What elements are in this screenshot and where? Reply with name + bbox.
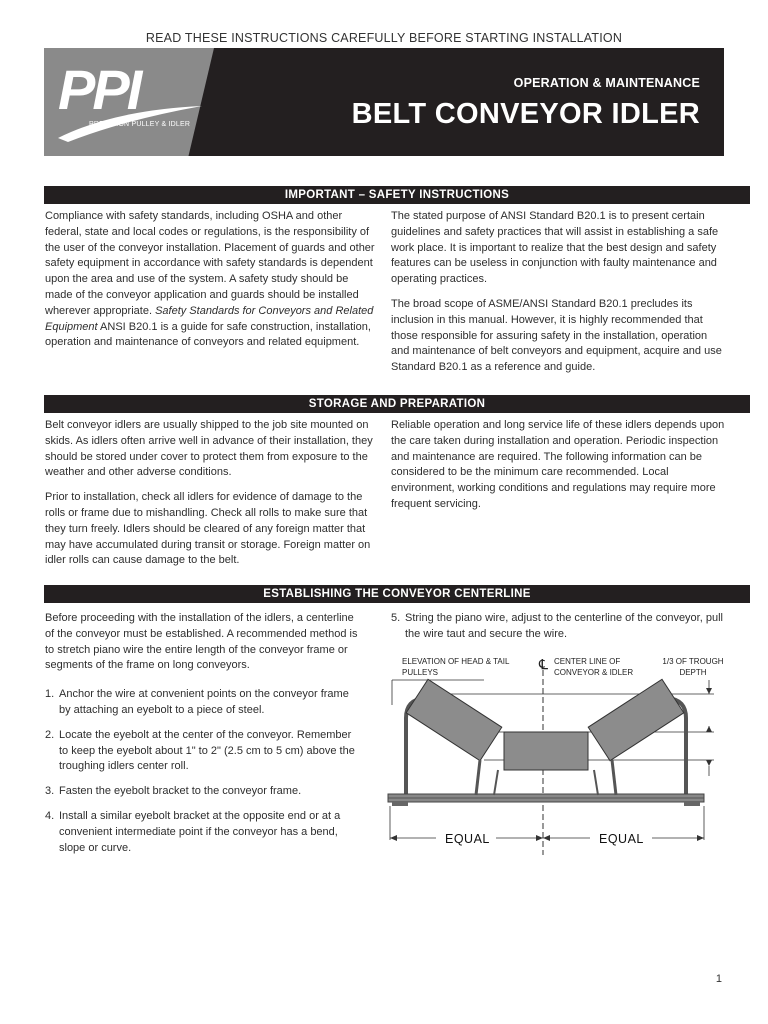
center-roll (504, 732, 588, 770)
safety-right-column (391, 209, 725, 385)
label-trough-depth: 1/3 OF TROUGH DEPTH (662, 657, 724, 677)
logo-subtitle: PRECISION PULLEY & IDLER (89, 121, 191, 128)
document-header (44, 48, 724, 156)
centerline-intro: Before proceeding with the installation of the idlers, a centerline of the conveyor must be established. A recommended method is to stretch piano wire the entire length of the conveyor frame or segments of the frame on long conveyors. (45, 612, 358, 672)
label-centerline: CENTER LINE OF CONVEYOR & IDLER (554, 657, 634, 677)
centerline-right-column (391, 611, 725, 652)
list-item (45, 809, 361, 856)
step-number: 2. (45, 728, 55, 741)
centerline-section-heading: ESTABLISHING THE CONVEYOR CENTERLINE (44, 585, 750, 603)
right-wing-roll (588, 679, 684, 760)
list-item (45, 687, 361, 719)
safety-text: ANSI B20.1 is a guide for safe construction, installation, operation and maintenance of conveyors and related equipment. (45, 320, 371, 349)
step-number: 5. (391, 612, 401, 624)
left-wing-roll (406, 679, 502, 760)
safety-text: Compliance with safety standards, including OSHA and other federal, state and local codes or regulations, is the responsibility of the user of the conveyor installation. Placement of guards and other safety equipment in accordance with safety standards is dependent upon the area and use of the system. A safety study should be made of the conveyor application and guards should be installed wherever appropriate. (45, 210, 375, 317)
centerline-left-column (45, 611, 361, 865)
centerline-symbol: ℄ (539, 656, 548, 672)
safety-paragraph: The stated purpose of ANSI Standard B20.1 is to present certain guidelines and safety practices that will assist in establishing a safe work place. It is important to realize that the best design and safety features can be useless in conjunction with faulty maintenance and operating practices. (391, 210, 719, 286)
step-number: 3. (45, 785, 55, 798)
logo: PPI (58, 58, 140, 121)
list-item (45, 784, 361, 800)
top-instruction-note: READ THESE INSTRUCTIONS CAREFULLY BEFORE STARTING INSTALLATION (145, 31, 623, 45)
label-elevation-pulleys: ELEVATION OF HEAD & TAIL PULLEYS (402, 657, 510, 677)
page-number: 1 (715, 973, 722, 985)
step-number: 1. (45, 688, 55, 701)
list-item (391, 611, 725, 643)
equal-label-right: EQUAL (599, 832, 644, 846)
standard-title: Safety Standards for Conveyors and Related Equipment (45, 304, 374, 333)
document-title: BELT CONVEYOR IDLER (351, 98, 700, 130)
step-number: 4. (45, 809, 55, 822)
step-text: Fasten the eyebolt bracket to the conveyor frame. (59, 785, 302, 798)
header-subtitle: OPERATION & MAINTENANCE (513, 76, 700, 90)
safety-paragraph: The broad scope of ASME/ANSI Standard B20.1 precludes its inclusion in this manual. However, it is highly recommended that those responsible for assuring safety in the installation, operation and maintenance of belt conveyors and equipment, acquire and use Standard B20.1 as a reference and guide. (391, 297, 722, 374)
idler-centerline-diagram (384, 650, 730, 870)
equal-label-left: EQUAL (445, 832, 490, 846)
installation-steps-continued (391, 611, 725, 643)
step-text: Locate the eyebolt at the center of the conveyor. Remember to keep the eyebolt about 1" to 2" (2.5 cm to 5 cm) above the troughing idlers center roll. (59, 728, 355, 773)
storage-paragraph: Reliable operation and long service life of these idlers depends upon the care taken during installation and operation. Periodic inspection and maintenance are required. The following information can be considered to be the minimum care recommended. Local environment, working conditions and regulations may require more frequent servicing. (391, 419, 725, 510)
storage-section-heading: STORAGE AND PREPARATION (44, 395, 750, 413)
safety-section-heading: IMPORTANT – SAFETY INSTRUCTIONS (44, 186, 750, 204)
storage-paragraph: Belt conveyor idlers are usually shipped to the job site mounted on skids. As idlers often arrive well in advance of their installation, they should be stored under cover to protect them from exposure to the weather and other adverse conditions. (45, 419, 373, 479)
installation-steps (45, 687, 361, 856)
storage-right-column (391, 418, 725, 522)
safety-left-column (45, 209, 377, 360)
safety-paragraph (45, 209, 377, 351)
step-text: Install a similar eyebolt bracket at the opposite end or at a convenient intermediate point if the conveyor has a bend, slope or curve. (59, 809, 341, 854)
step-text: Anchor the wire at convenient points on the conveyor frame by attaching an eyebolt to a piece of steel. (59, 688, 349, 716)
storage-paragraph: Prior to installation, check all idlers for evidence of damage to the rolls or frame due to mishandling. Check all rolls to make sure that they turn freely. Idlers should be cleared of any foreign matter that may have accumulated during transit or storage. Foreign matter on idler rolls can cause damage to the belt. (45, 491, 371, 567)
list-item (45, 728, 361, 775)
step-text: String the piano wire, adjust to the centerline of the conveyor, pull the wire taut and secure the wire. (405, 612, 723, 640)
storage-left-column (45, 418, 377, 578)
